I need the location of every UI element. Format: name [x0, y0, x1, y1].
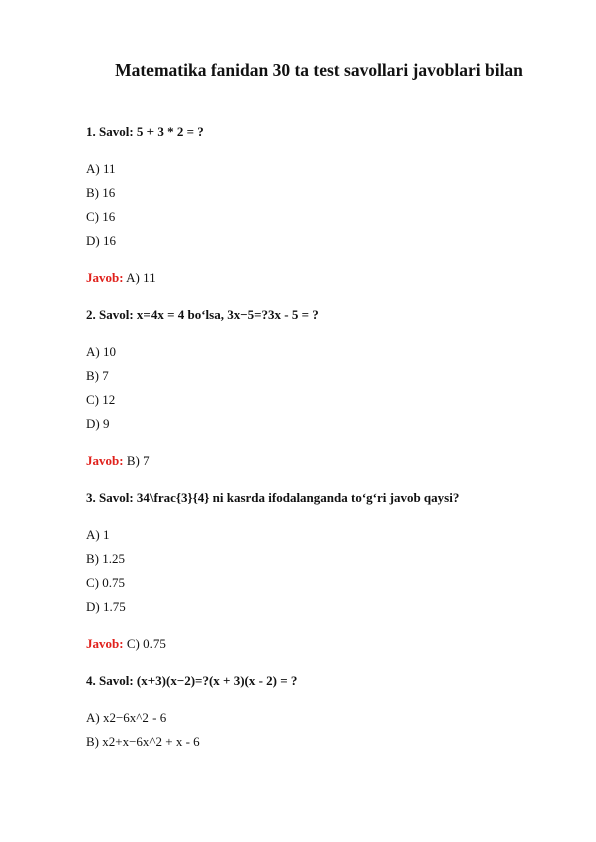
option-d: D) 9: [86, 416, 110, 431]
option-d: D) 1.75: [86, 599, 126, 614]
answer-label: Javob:: [86, 453, 124, 468]
question-block-3: [86, 489, 566, 652]
option-d: D) 16: [86, 233, 116, 248]
answer-value: A) 11: [123, 270, 156, 285]
answer-value: C) 0.75: [123, 636, 166, 651]
option-b: B) 16: [86, 185, 116, 200]
options-list: [86, 160, 566, 256]
option-a: A) 10: [86, 344, 116, 359]
answer-label: Javob:: [86, 636, 124, 651]
question-text: 3. Savol: 34\frac{3}{4} ni kasrda ifodalanganda to‘g‘ri javob qaysi?: [86, 490, 460, 505]
question-text: 2. Savol: x=4x = 4 bo‘lsa, 3x−5=?3x - 5 = ?: [86, 307, 319, 322]
option-a: A) x2−6x^2 - 6: [86, 710, 167, 725]
question-block-4: [86, 672, 566, 757]
option-c: C) 12: [86, 392, 116, 407]
document-title: Matematika fanidan 30 ta test savollari javoblari bilan: [115, 60, 523, 80]
option-c: C) 0.75: [86, 575, 125, 590]
questions-list: [86, 123, 566, 757]
option-b: B) 7: [86, 368, 109, 383]
question-block-1: [86, 123, 566, 286]
option-b: B) 1.25: [86, 551, 125, 566]
question-text: 1. Savol: 5 + 3 * 2 = ?: [86, 124, 204, 139]
option-b: B) x2+x−6x^2 + x - 6: [86, 734, 200, 749]
options-list: [86, 343, 566, 439]
answer-line: [86, 269, 566, 286]
question-block-2: [86, 306, 566, 469]
options-list: [86, 709, 566, 757]
answer-line: [86, 635, 566, 652]
option-c: C) 16: [86, 209, 116, 224]
answer-label: Javob:: [86, 270, 124, 285]
options-list: [86, 526, 566, 622]
answer-line: [86, 452, 566, 469]
option-a: A) 1: [86, 527, 110, 542]
question-text: 4. Savol: (x+3)(x−2)=?(x + 3)(x - 2) = ?: [86, 673, 298, 688]
option-a: A) 11: [86, 161, 116, 176]
answer-value: B) 7: [123, 453, 150, 468]
